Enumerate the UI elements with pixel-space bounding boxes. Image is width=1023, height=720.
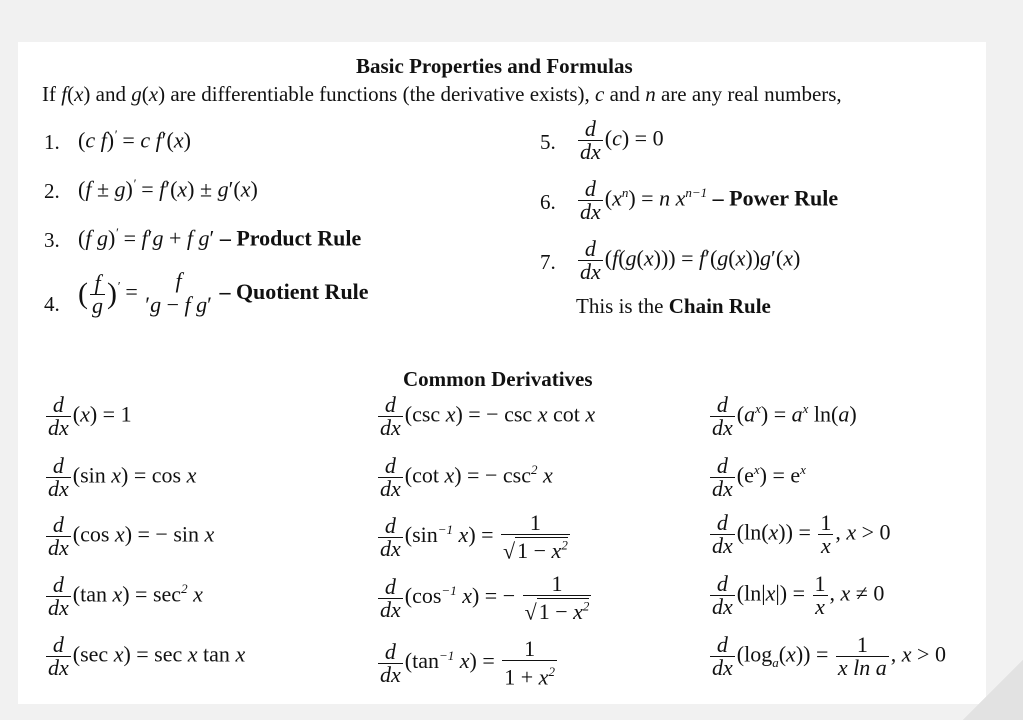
derivative-arccos: $\frac{d}{dx}$ ($\cos^{-1}$ x) = − $\frac{1}{√1 - x^2}$ <box>380 571 590 625</box>
property-2-number: 2. <box>44 179 60 203</box>
chain-rule-note <box>576 294 771 319</box>
derivative-csc: $\frac{d}{dx}$ (csc x) = − csc x cot x <box>380 392 596 440</box>
derivative-cot: $\frac{d}{dx}$ (cot x) = − $\csc^2 x$ <box>380 453 553 501</box>
page-title: Basic Properties and Formulas <box>356 54 633 78</box>
intro-tail: are any real numbers, <box>660 82 842 106</box>
intro-c: c <box>595 82 605 106</box>
property-7-formula: $\frac{d}{dx}$ (f(g(x))) = f′(g(x))g′(x) <box>580 236 801 284</box>
intro-if: If <box>42 82 56 106</box>
property-5-number: 5. <box>540 130 556 154</box>
common-derivatives-title: Common Derivatives <box>403 367 593 391</box>
formula-sheet <box>18 42 986 704</box>
property-1-number: 1. <box>44 130 60 154</box>
chain-rule-label: Chain Rule <box>668 294 771 318</box>
property-7-number: 7. <box>540 250 556 274</box>
derivative-arctan: $\frac{d}{dx}$ ($\tan^{-1}$ x) = $\frac{1}{1 + x^2}$ <box>380 636 555 690</box>
derivative-arcsin: $\frac{d}{dx}$ ($\sin^{-1}$ x) = $\frac{1}{√1 - x^2}$ <box>380 510 568 564</box>
derivative-ln-abs: $\frac{d}{dx}$ (ln|x|) = $\frac{1}{x}$ , x ≠ 0 <box>712 571 885 619</box>
derivative-tan: $\frac{d}{dx}$ (tan $x) = \sec^2 x$ <box>48 572 203 620</box>
derivative-cos: $\frac{d}{dx}$ (cos x) = − sin x <box>48 512 215 560</box>
intro-rest: are differentiable functions (the derivative exists), <box>170 82 590 106</box>
page-corner-decoration <box>963 660 1023 720</box>
quotient-rule-label: – Quotient Rule <box>219 279 369 305</box>
property-4-formula: ( $\frac{f}{g}$ )′ = f ′g − f g′ – Quotient Rule <box>78 268 369 318</box>
derivative-x: $\frac{d}{dx}$ (x) = 1 <box>48 392 132 440</box>
property-3-number: 3. <box>44 228 60 252</box>
property-1-formula: (c f)′ = c f′(x) <box>78 127 191 153</box>
intro-and2: and <box>609 82 640 106</box>
intro-line: If f(x) and g(x) are differentiable functions (the derivative exists), c and n are any real numbers, <box>42 82 842 106</box>
property-2-formula: (f ± g)′ = f′(x) ± g′(x) <box>78 176 258 202</box>
intro-n: n <box>645 82 656 106</box>
cropped-top-text <box>0 0 1023 8</box>
derivative-e-x: $\frac{d}{dx}$ $(e^x) = e^x$ <box>712 453 806 501</box>
product-rule-label: – Product Rule <box>219 225 362 251</box>
derivative-log-a: $\frac{d}{dx}$ $(\log_a(x))$ = $\frac{1}{\text{x ln a}}$ , x > 0 <box>712 632 946 680</box>
derivative-sin: $\frac{d}{dx}$ (sin x) = cos x <box>48 453 197 501</box>
property-6-formula: $\frac{d}{dx}$ $(x^n) = n$ $x^{n-1}$ – Power Rule <box>580 176 839 224</box>
property-4-number: 4. <box>44 292 60 316</box>
power-rule-label: – Power Rule <box>712 185 839 211</box>
derivative-exponential: $\frac{d}{dx}$ $(a^x) = a^x$ ln(a) <box>712 392 857 440</box>
intro-and: and <box>95 82 126 106</box>
property-5-formula: $\frac{d}{dx}$ (c) = 0 <box>580 116 664 164</box>
property-3-formula: (f g)′ = f′g + f g′ – Product Rule <box>78 225 362 251</box>
chain-rule-prefix: This is the <box>576 294 664 318</box>
property-6-number: 6. <box>540 190 556 214</box>
derivative-sec: $\frac{d}{dx}$ (sec x) = sec x tan x <box>48 632 246 680</box>
derivative-ln: $\frac{d}{dx}$ (ln(x)) = $\frac{1}{x}$ , x > 0 <box>712 510 891 558</box>
